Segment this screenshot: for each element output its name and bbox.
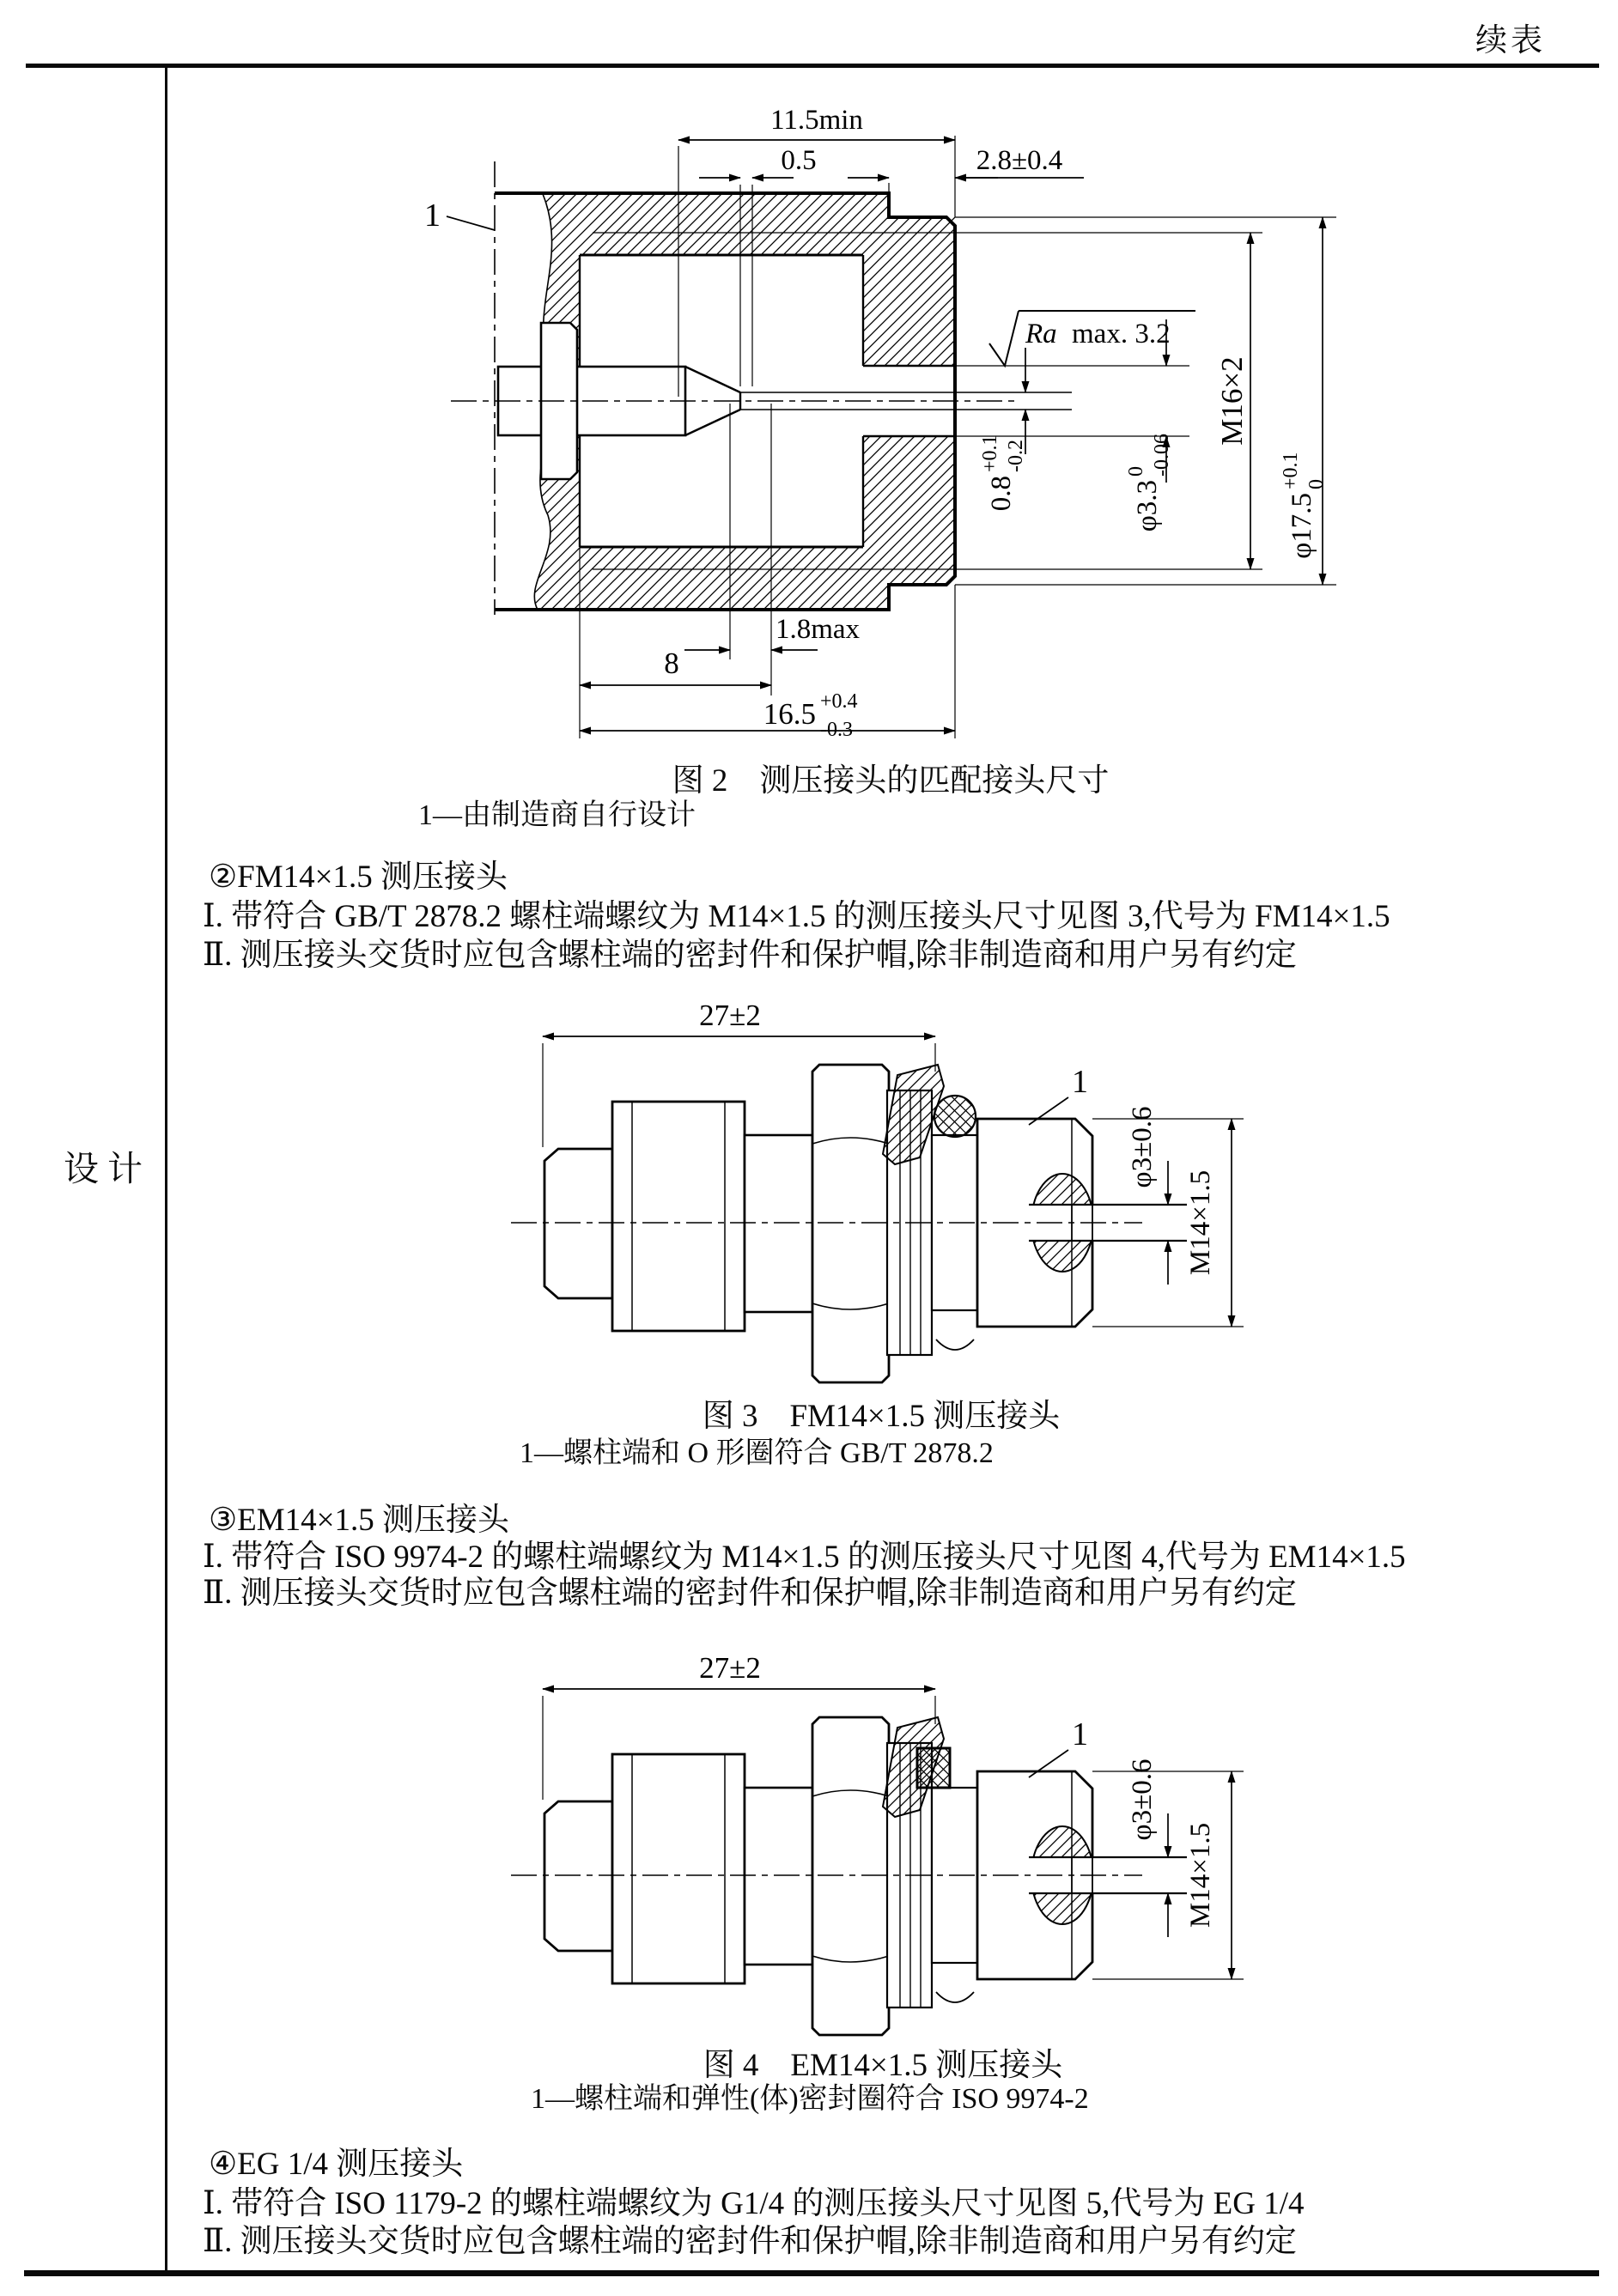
dim-27: 27±2 — [699, 999, 761, 1032]
svg-text:M14×1.5: M14×1.5 — [1185, 1169, 1216, 1276]
dim-8: 8 — [664, 647, 679, 680]
continuation-table-label: 续表 — [1475, 23, 1546, 58]
section-3-item-2: Ⅱ. 测压接头交货时应包含螺柱端的密封件和保护帽,除非制造商和用户另有约定 — [203, 1576, 1297, 1611]
ra-symbol-name: Ra — [1025, 319, 1057, 349]
svg-text:M16×2: M16×2 — [1215, 356, 1249, 446]
dim-phi3 — [1127, 1759, 1158, 1841]
dim-05: 0.5 — [781, 145, 817, 176]
figure-2-caption: 图 2 测压接头的匹配接头尺寸 — [672, 763, 1110, 799]
elastomer-seal-section — [917, 1748, 950, 1788]
svg-text:φ3±0.6: φ3±0.6 — [1127, 1106, 1158, 1188]
section-4-heading: ④EG 1/4 测压接头 — [209, 2147, 464, 2182]
dim-175-stack — [1280, 452, 1328, 558]
figure-3-legend: 1—螺柱端和 O 形圈符合 GB/T 2878.2 — [520, 1437, 994, 1469]
figure-2-drawing — [326, 82, 1400, 768]
dim-33-stack — [1125, 434, 1173, 531]
section-2-item-2: Ⅱ. 测压接头交货时应包含螺柱端的密封件和保护帽,除非制造商和用户另有约定 — [203, 938, 1297, 973]
dim-165-stack — [763, 690, 858, 741]
dim-115min: 11.5min — [770, 105, 863, 136]
svg-text:0: 0 — [1305, 479, 1328, 489]
section-2-item-1: Ⅰ. 带符合 GB/T 2878.2 螺柱端螺纹为 M14×1.5 的测压接头尺寸见图 3,代号为 FM14×1.5 — [203, 899, 1390, 934]
dim-m14 — [1185, 1170, 1216, 1275]
o-ring-section — [934, 1096, 976, 1137]
fig2-section-geometry — [451, 161, 1072, 615]
section-3-heading: ③EM14×1.5 测压接头 — [209, 1503, 510, 1538]
figure-4-caption: 图 4 EM14×1.5 测压接头 — [703, 2048, 1063, 2083]
dim-28: 2.8±0.4 — [976, 145, 1063, 176]
sidebar-divider — [165, 64, 167, 2275]
bottom-rule — [24, 2270, 1599, 2276]
figure-4-legend: 1—螺柱端和弹性(体)密封圈符合 ISO 9974-2 — [531, 2083, 1089, 2115]
figure-3-drawing — [477, 992, 1280, 1391]
section-2-heading: ②FM14×1.5 测压接头 — [209, 859, 508, 895]
fig4-part-label: 1 — [1072, 1716, 1088, 1752]
svg-text:φ3±0.6: φ3±0.6 — [1127, 1758, 1158, 1841]
section-4-item-2: Ⅱ. 测压接头交货时应包含螺柱端的密封件和保护帽,除非制造商和用户另有约定 — [203, 2224, 1297, 2259]
figure-4-drawing — [477, 1644, 1280, 2044]
ra-symbol-value: max. 3.2 — [1072, 319, 1171, 349]
fig3-part-label: 1 — [1072, 1064, 1088, 1100]
svg-text:0: 0 — [1125, 466, 1147, 477]
sidebar-stage-label: 设计 — [64, 1149, 151, 1188]
svg-text:M14×1.5: M14×1.5 — [1185, 1822, 1216, 1929]
top-rule — [26, 64, 1599, 68]
connector-shape — [511, 1036, 1244, 1382]
svg-text:0.8: 0.8 — [986, 476, 1017, 512]
dim-m16 — [1215, 356, 1249, 445]
svg-text:16.5: 16.5 — [763, 697, 816, 731]
figure-2-legend: 1—由制造商自行设计 — [418, 799, 696, 831]
section-4-item-1: Ⅰ. 带符合 ISO 1179-2 的螺柱端螺纹为 G1/4 的测压接头尺寸见图 5,代号为 EG 1/4 — [203, 2186, 1305, 2221]
section-3-item-1: Ⅰ. 带符合 ISO 9974-2 的螺柱端螺纹为 M14×1.5 的测压接头尺寸见图 4,代号为 EM14×1.5 — [203, 1540, 1406, 1575]
svg-text:+0.4: +0.4 — [820, 690, 858, 713]
dim-m14 — [1185, 1823, 1216, 1928]
dim-27: 27±2 — [699, 1651, 761, 1685]
dim-phi3 — [1127, 1107, 1158, 1188]
svg-text:-0.3: -0.3 — [820, 719, 853, 741]
svg-text:φ17.5: φ17.5 — [1286, 493, 1317, 559]
svg-text:+0.1: +0.1 — [979, 434, 1001, 472]
dim-18max: 1.8max — [775, 614, 861, 645]
figure-3-caption: 图 3 FM14×1.5 测压接头 — [702, 1399, 1061, 1434]
svg-text:φ3.3: φ3.3 — [1132, 480, 1163, 532]
svg-text:+0.1: +0.1 — [1280, 452, 1302, 489]
svg-text:-0.06: -0.06 — [1151, 434, 1173, 477]
dim-08-stack — [979, 434, 1027, 511]
fig2-part-label: 1 — [424, 197, 441, 234]
svg-text:-0.2: -0.2 — [1005, 440, 1027, 472]
